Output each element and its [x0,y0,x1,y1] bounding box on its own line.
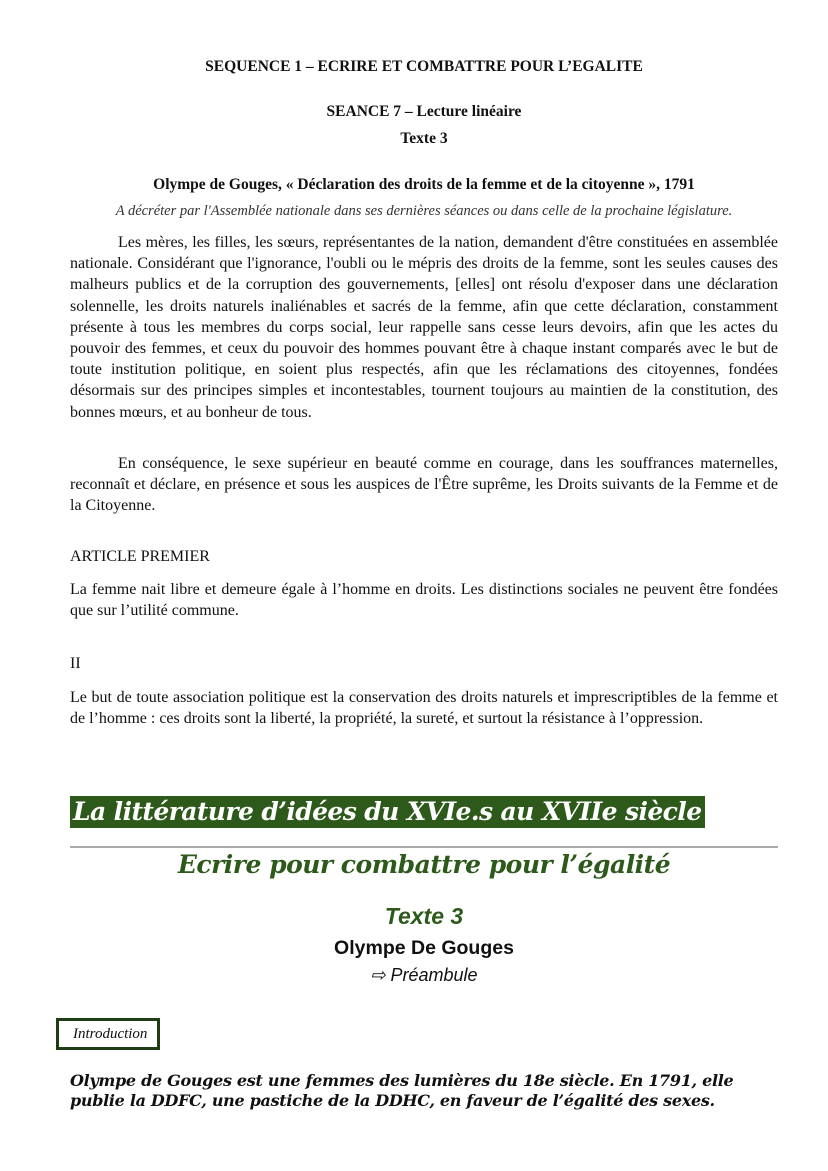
introduction-text: Olympe de Gouges est une femmes des lumières du 18e siècle. En 1791, elle publie la DDFC, une pastiche de la DDHC, en faveur de l’égalité des sexes. [70,1071,734,1110]
texte-label: Texte 3 [400,130,448,147]
source-title: Olympe de Gouges, « Déclaration des droits de la femme et de la citoyenne », 1791 [153,176,695,193]
article-2-title: II [70,655,81,672]
divider [70,846,778,848]
section-label: ⇨ Préambule [370,965,478,985]
epigraph: A décréter par l'Assemblée nationale dans ses dernières séances ou dans celle de la prochaine législature. [115,203,733,219]
paragraph-1: Les mères, les filles, les sœurs, représentantes de la nation, demandent d'être constituées en assemblée nationale. Considérant que l'ignorance, l'oubli ou le mépris des droits de la femme, sont les seules causes des malheurs publics et de la corruption des gouvernements, [elles] ont résolu d'exposer dans une déclaration solennelle, les droits naturels inaliénables et sacrés de la femme, afin que cette déclaration, constamment présente à tous les membres du corps social, leur rappelle sans cesse leurs devoirs, afin que les actes du pouvoir des femmes, et ceux du pouvoir des hommes pouvant être à chaque instant comparés avec le but de toute institution politique, en soient plus respectés, afin que les réclamations des citoyennes, fondées désormais sur des principes simples et incontestables, tournent toujours au maintien de la constitution, des bonnes mœurs, et au bonheur de tous. [70,234,778,421]
paragraph-2: En conséquence, le sexe supérieur en beauté comme en courage, dans les souffrances maternelles, reconnaît et déclare, en présence et sous les auspices de l'Être suprême, les Droits suivants de la Femme et de la Citoyenne. [70,455,778,515]
sequence-title: SEQUENCE 1 – ECRIRE ET COMBATTRE POUR L’EGALITE [205,58,643,75]
article-2-text: Le but de toute association politique est la conservation des droits naturels et imprescriptibles de la femme et de l’homme : ces droits sont la liberté, la propriété, la sureté, et surtout la résistance à l’oppression. [70,689,778,728]
article-1-title: ARTICLE PREMIER [70,548,210,565]
seance-title: SEANCE 7 – Lecture linéaire [326,103,522,120]
author-name: Olympe De Gouges [334,937,514,959]
slide-texte-label: Texte 3 [384,903,464,929]
slide-subtitle: Ecrire pour combattre pour l’égalité [177,850,671,879]
chapter-banner: La littérature d’idées du XVIe.s au XVIIe siècle [70,796,705,828]
article-1-text: La femme nait libre et demeure égale à l’homme en droits. Les distinctions sociales ne peuvent être fondées que sur l’utilité commune. [70,581,778,620]
introduction-label: Introduction [56,1018,160,1050]
